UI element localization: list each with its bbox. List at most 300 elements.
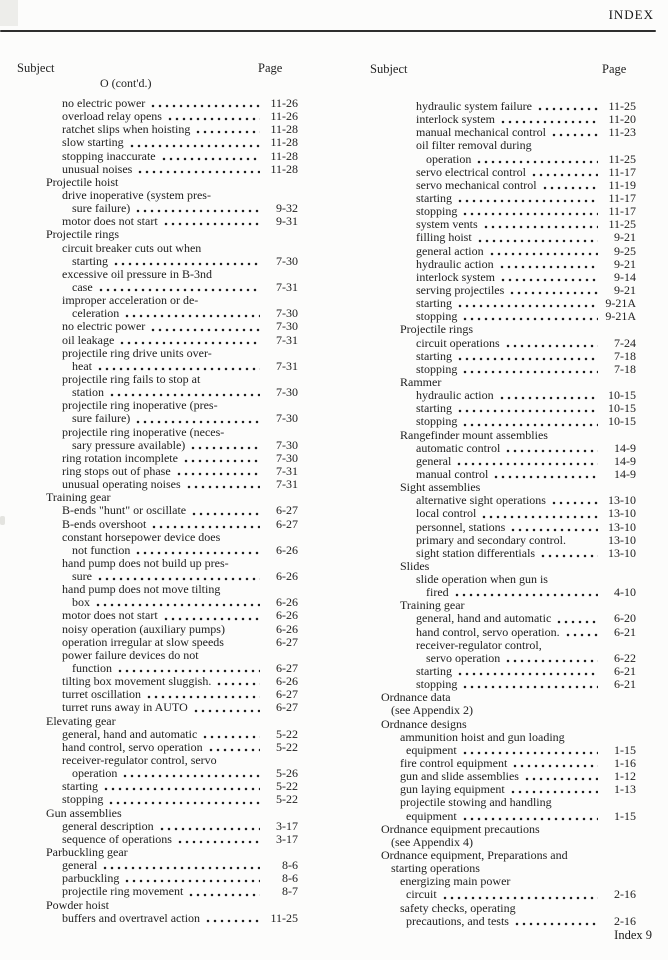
entry-label: general description xyxy=(62,818,154,833)
page-ref: 7-31 xyxy=(276,477,298,492)
index-entry xyxy=(368,547,636,560)
dot-leader xyxy=(484,225,598,229)
entry-label: interlock system xyxy=(416,269,495,284)
entry-label: ring rotation incomplete xyxy=(62,450,178,465)
entry-label: servo mechanical control xyxy=(416,177,537,192)
page-ref: 5-22 xyxy=(276,726,298,741)
dot-leader xyxy=(443,896,598,900)
index-heading xyxy=(368,731,636,744)
dot-leader xyxy=(458,199,598,203)
dot-leader xyxy=(463,212,598,216)
page-ref: 6-26 xyxy=(276,569,298,584)
dot-leader xyxy=(136,209,260,213)
index-entry xyxy=(368,166,636,179)
dot-leader xyxy=(511,528,598,532)
index-entry xyxy=(14,163,298,176)
index-entry xyxy=(14,255,298,268)
page-ref: 7-30 xyxy=(276,253,298,268)
page-ref: 1-16 xyxy=(614,756,636,771)
index-heading xyxy=(14,189,298,202)
page-ref: 5-22 xyxy=(276,792,298,807)
index-heading xyxy=(14,715,298,728)
index-entry xyxy=(368,521,636,534)
dot-leader xyxy=(463,423,598,427)
dot-leader xyxy=(136,420,260,424)
index-entry xyxy=(368,442,636,455)
dot-leader xyxy=(187,485,260,489)
page-ref: 11-28 xyxy=(270,161,298,176)
dot-leader xyxy=(501,120,598,124)
page-ref: 5-22 xyxy=(276,779,298,794)
dot-leader xyxy=(125,314,260,318)
dot-leader xyxy=(125,879,260,883)
entry-label: Sight assemblies xyxy=(400,480,481,495)
index-entry xyxy=(368,231,636,244)
entry-label: Rammer xyxy=(400,374,442,389)
right-page-header: Page xyxy=(602,62,627,76)
dot-leader xyxy=(458,304,598,308)
index-heading xyxy=(368,429,636,442)
index-entry xyxy=(14,307,298,320)
dot-leader xyxy=(136,551,260,555)
index-heading xyxy=(14,649,298,662)
entry-label: constant horsepower device does xyxy=(62,529,221,544)
index-heading xyxy=(368,376,636,389)
entry-label: Elevating gear xyxy=(46,713,116,728)
dot-leader xyxy=(510,291,598,295)
page-ref: 6-26 xyxy=(276,674,298,689)
page-footer-number: Index 9 xyxy=(614,928,652,942)
index-entry xyxy=(368,665,636,678)
page-ref: 4-10 xyxy=(614,585,636,600)
entry-label: servo electrical control xyxy=(416,164,526,179)
index-entry xyxy=(368,888,636,901)
index-entry xyxy=(14,518,298,531)
page-ref: 2-16 xyxy=(614,913,636,928)
dot-leader xyxy=(458,672,598,676)
entry-label: Projectile rings xyxy=(46,227,119,242)
page-ref: 11-19 xyxy=(608,177,636,192)
entry-label: starting xyxy=(62,779,98,794)
entry-label: Training gear xyxy=(46,490,111,505)
index-entry xyxy=(14,320,298,333)
dot-leader xyxy=(206,919,260,923)
dot-leader xyxy=(515,922,598,926)
page-ref: 6-27 xyxy=(276,700,298,715)
entry-label: gun laying equipment xyxy=(400,782,505,797)
entry-label: motor does not start xyxy=(62,214,158,229)
page-ref: 6-26 xyxy=(276,542,298,557)
dot-leader xyxy=(572,541,598,545)
page-ref: 7-31 xyxy=(276,463,298,478)
entry-label: starting xyxy=(416,296,452,311)
entry-label: hydraulic system failure xyxy=(416,99,532,113)
entry-label: buffers and overtravel action xyxy=(62,910,201,925)
entry-label: stopping xyxy=(416,677,458,692)
entry-label: primary and secondary control. xyxy=(416,532,566,547)
index-entry xyxy=(14,439,298,452)
dot-leader xyxy=(120,341,260,345)
entry-label: fire control equipment xyxy=(400,756,508,771)
dot-leader xyxy=(184,459,260,463)
page-ref: 7-30 xyxy=(276,319,298,334)
entry-label: Ordnance equipment, Preparations and xyxy=(381,848,568,863)
dot-leader xyxy=(552,133,598,137)
index-entry xyxy=(368,415,636,428)
index-heading xyxy=(14,399,298,412)
dot-leader xyxy=(103,866,260,870)
entry-label: general action xyxy=(416,243,484,258)
page-ref: 11-17 xyxy=(608,164,636,179)
dot-leader xyxy=(160,827,260,831)
entry-label: hydraulic action xyxy=(416,388,494,403)
dot-leader xyxy=(482,515,598,519)
dot-leader xyxy=(104,787,260,791)
entry-label: oil filter removal during xyxy=(416,138,532,153)
entry-label: circuit breaker cuts out when xyxy=(62,240,202,255)
dot-leader xyxy=(463,751,598,755)
dot-leader xyxy=(217,682,260,686)
entry-label: Ordnance data xyxy=(381,690,451,705)
dot-leader xyxy=(98,577,260,581)
dot-leader xyxy=(494,475,598,479)
index-heading xyxy=(14,426,298,439)
entry-label: hydraulic action xyxy=(416,256,494,271)
entry-label: manual mechanical control xyxy=(416,125,546,140)
dot-leader xyxy=(191,446,260,450)
page-ref: 9-32 xyxy=(276,201,298,216)
page-ref: 11-17 xyxy=(608,204,636,219)
page-ref: 13-10 xyxy=(608,493,636,508)
page-ref: 11-28 xyxy=(270,135,298,150)
dot-leader xyxy=(99,288,260,292)
entry-label: circuit xyxy=(406,887,437,902)
page-ref: 6-26 xyxy=(276,595,298,610)
index-entry xyxy=(14,636,298,649)
dot-leader xyxy=(543,186,598,190)
page-ref: 3-17 xyxy=(276,818,298,833)
entry-label: Slides xyxy=(400,558,430,573)
index-heading xyxy=(14,176,298,189)
page-ref: 7-31 xyxy=(276,332,298,347)
entry-label: receiver-regulator control, servo xyxy=(62,753,217,768)
index-entry xyxy=(368,192,636,205)
index-entry xyxy=(14,412,298,425)
left-page-header: Page xyxy=(258,61,283,75)
page-ref: 8-6 xyxy=(282,871,298,886)
entry-label: equipment xyxy=(406,808,457,823)
entry-label: oil leakage xyxy=(62,332,115,347)
entry-label: box xyxy=(72,595,90,610)
dot-leader xyxy=(463,817,598,821)
scan-corner-smudge xyxy=(0,0,18,26)
index-heading xyxy=(368,796,636,809)
index-entry xyxy=(368,258,636,271)
page-ref: 9-21 xyxy=(614,282,636,297)
dot-leader xyxy=(500,265,598,269)
dot-leader xyxy=(114,262,260,266)
entry-label: sure failure) xyxy=(72,411,131,426)
entry-label: general xyxy=(416,453,452,468)
page-ref: 5-22 xyxy=(276,739,298,754)
page-ref: 11-25 xyxy=(608,99,636,113)
entry-label: operation xyxy=(72,766,118,781)
index-entry xyxy=(368,179,636,192)
entry-label: improper acceleration or de- xyxy=(62,293,199,308)
index-heading xyxy=(14,583,298,596)
entry-label: sequence of operations xyxy=(62,831,172,846)
page-ref: 7-24 xyxy=(614,335,636,350)
entry-label: sure failure) xyxy=(72,201,131,216)
page-ref: 11-23 xyxy=(608,125,636,140)
page-ref: 2-16 xyxy=(614,887,636,902)
entry-label: stopping inaccurate xyxy=(62,148,156,163)
dot-leader xyxy=(458,409,598,413)
page-ref: 6-27 xyxy=(276,516,298,531)
entry-label: overload relay opens xyxy=(62,109,162,124)
dot-leader xyxy=(209,748,260,752)
index-entry xyxy=(14,504,298,517)
page-ref: 10-15 xyxy=(608,388,636,403)
index-entry xyxy=(14,334,298,347)
index-entry xyxy=(14,452,298,465)
page-ref: 9-21A xyxy=(605,296,636,311)
page-ref: 11-25 xyxy=(608,151,636,166)
page-ref: 13-10 xyxy=(608,532,636,547)
index-heading xyxy=(368,139,636,152)
right-column-rows xyxy=(368,100,636,928)
dot-leader xyxy=(177,472,260,476)
dot-leader xyxy=(511,790,598,794)
index-entry xyxy=(14,859,298,872)
index-entry xyxy=(14,793,298,806)
index-entry xyxy=(368,810,636,823)
page-ref: 7-30 xyxy=(276,306,298,321)
entry-label: power failure devices do not xyxy=(62,647,199,662)
page-ref: 11-26 xyxy=(270,109,298,124)
index-entry xyxy=(368,612,636,625)
dot-leader xyxy=(513,764,598,768)
index-heading xyxy=(14,754,298,767)
index-entry xyxy=(14,675,298,688)
entry-label: projectile stowing and handling xyxy=(400,795,552,810)
index-entry xyxy=(14,150,298,163)
dot-leader xyxy=(118,669,260,673)
dot-leader xyxy=(203,735,260,739)
entry-label: celeration xyxy=(72,306,120,321)
dot-leader xyxy=(463,370,598,374)
entry-label: excessive oil pressure in B-3nd xyxy=(62,266,212,281)
dot-leader xyxy=(164,222,260,226)
page-ref: 1-15 xyxy=(614,808,636,823)
scan-edge-smudge xyxy=(0,516,5,525)
entry-label: sary pressure available) xyxy=(72,437,186,452)
index-entry xyxy=(368,153,636,166)
entry-label: Ordnance equipment precautions xyxy=(381,821,540,836)
page-ref: 7-30 xyxy=(276,450,298,465)
entry-label: system vents xyxy=(416,217,478,232)
index-entry xyxy=(14,767,298,780)
dot-leader xyxy=(189,893,260,897)
entry-label: stopping xyxy=(416,204,458,219)
entry-label: ring stops out of phase xyxy=(62,463,171,478)
page-ref: 10-15 xyxy=(608,401,636,416)
index-entry xyxy=(368,337,636,350)
header-rule xyxy=(0,30,656,32)
index-entry xyxy=(14,123,298,136)
index-entry xyxy=(14,885,298,898)
entry-label: sight station differentials xyxy=(416,545,536,560)
page-ref: 11-17 xyxy=(608,190,636,205)
entry-label: B-ends overshoot xyxy=(62,516,147,531)
entry-label: circuit operations xyxy=(416,335,500,350)
dot-leader xyxy=(138,170,260,174)
dot-leader xyxy=(506,344,598,348)
page-ref: 7-18 xyxy=(614,361,636,376)
index-heading xyxy=(14,242,298,255)
entry-label: personnel, stations xyxy=(416,519,506,534)
index-entry xyxy=(368,297,636,310)
page-ref: 14-9 xyxy=(614,466,636,481)
entry-label: slow starting xyxy=(62,135,124,150)
entry-label: manual control xyxy=(416,466,489,481)
page-ref: 6-22 xyxy=(614,650,636,665)
entry-label: general, hand and automatic xyxy=(416,611,552,626)
index-entry xyxy=(368,455,636,468)
entry-label: servo operation xyxy=(426,650,501,665)
entry-label: projectile ring fails to stop at xyxy=(62,371,201,386)
dot-leader xyxy=(457,462,598,466)
entry-label: starting xyxy=(416,348,452,363)
index-heading xyxy=(14,373,298,386)
page-ref: 6-21 xyxy=(614,664,636,679)
dot-leader xyxy=(463,685,598,689)
index-heading xyxy=(14,846,298,859)
page-ref: 7-18 xyxy=(614,348,636,363)
index-entry xyxy=(368,534,636,547)
entry-label: gun and slide assemblies xyxy=(400,769,519,784)
entry-label: B-ends "hunt" or oscillate xyxy=(62,503,187,518)
dot-leader xyxy=(151,328,260,332)
index-entry xyxy=(368,626,636,639)
index-entry xyxy=(368,100,636,113)
index-heading xyxy=(368,902,636,915)
page-ref: 6-27 xyxy=(276,661,298,676)
entry-label: hand control, servo operation xyxy=(62,739,203,754)
entry-label: energizing main power xyxy=(400,874,511,889)
index-heading xyxy=(368,323,636,336)
dot-leader xyxy=(231,630,260,634)
page-ref: 11-20 xyxy=(608,112,636,127)
index-entry xyxy=(368,205,636,218)
dot-leader xyxy=(164,617,260,621)
dot-leader xyxy=(109,801,260,805)
left-column-rows xyxy=(14,97,298,925)
index-heading xyxy=(368,573,636,586)
entry-label: heat xyxy=(72,358,92,373)
index-entry xyxy=(368,389,636,402)
entry-label: projectile ring drive units over- xyxy=(62,345,212,360)
index-entry xyxy=(368,218,636,231)
dot-leader xyxy=(178,840,260,844)
entry-label: Gun assemblies xyxy=(46,805,122,820)
page-header-title: INDEX xyxy=(608,7,654,22)
dot-leader xyxy=(230,643,260,647)
index-entry xyxy=(14,360,298,373)
page-ref: 9-21 xyxy=(614,256,636,271)
entry-label: projectile ring movement xyxy=(62,884,184,899)
entry-label: general, hand and automatic xyxy=(62,726,198,741)
page-ref: 11-25 xyxy=(608,217,636,232)
page-ref: 3-17 xyxy=(276,831,298,846)
entry-label: equipment xyxy=(406,742,457,757)
page-ref: 11-26 xyxy=(270,96,298,110)
entry-label: hand pump does not move tilting xyxy=(62,582,221,597)
page-ref: 1-12 xyxy=(614,769,636,784)
page-ref: 6-21 xyxy=(614,624,636,639)
page-ref: 8-6 xyxy=(282,858,298,873)
dot-leader xyxy=(194,709,260,713)
entry-label: turret oscillation xyxy=(62,687,141,702)
entry-label: receiver-regulator control, xyxy=(416,637,542,652)
index-entry xyxy=(14,544,298,557)
index-entry xyxy=(368,271,636,284)
index-entry xyxy=(368,350,636,363)
page-ref: 7-31 xyxy=(276,279,298,294)
page-ref: 9-31 xyxy=(276,214,298,229)
page-ref: 11-28 xyxy=(270,122,298,137)
entry-label: unusual operating noises xyxy=(62,477,181,492)
entry-label: not function xyxy=(72,542,131,557)
dot-leader xyxy=(477,160,598,164)
dot-leader xyxy=(152,525,260,529)
page-ref: 13-10 xyxy=(608,545,636,560)
dot-leader xyxy=(538,107,598,111)
page-ref: 7-30 xyxy=(276,385,298,400)
dot-leader xyxy=(478,239,598,243)
dot-leader xyxy=(552,501,598,505)
entry-label: hand control, servo operation. xyxy=(416,624,560,639)
dot-leader xyxy=(541,554,598,558)
entry-label: Powder hoist xyxy=(46,897,109,912)
index-entry xyxy=(14,728,298,741)
entry-label: Projectile hoist xyxy=(46,174,119,189)
page-ref: 9-21A xyxy=(605,309,636,324)
entry-label: case xyxy=(72,279,93,294)
index-entry xyxy=(14,609,298,622)
index-entry xyxy=(368,245,636,258)
page-ref: 6-27 xyxy=(276,687,298,702)
dot-leader xyxy=(98,367,260,371)
page-ref: 1-15 xyxy=(614,742,636,757)
page-ref: 14-9 xyxy=(614,440,636,455)
entry-label: drive inoperative (system pres- xyxy=(62,187,211,202)
entry-label: Rangefinder mount assemblies xyxy=(400,427,548,442)
dot-leader xyxy=(506,659,598,663)
index-heading xyxy=(14,807,298,820)
entry-label: starting xyxy=(416,401,452,416)
page-ref: 14-9 xyxy=(614,453,636,468)
dot-leader xyxy=(566,633,598,637)
entry-label: hand pump does not build up pres- xyxy=(62,555,229,570)
index-entry xyxy=(14,623,298,636)
dot-leader xyxy=(501,278,598,282)
dot-leader xyxy=(500,396,598,400)
entry-label: Training gear xyxy=(400,598,465,613)
page-ref: 7-30 xyxy=(276,437,298,452)
index-entry xyxy=(14,912,298,925)
dot-leader xyxy=(463,317,598,321)
